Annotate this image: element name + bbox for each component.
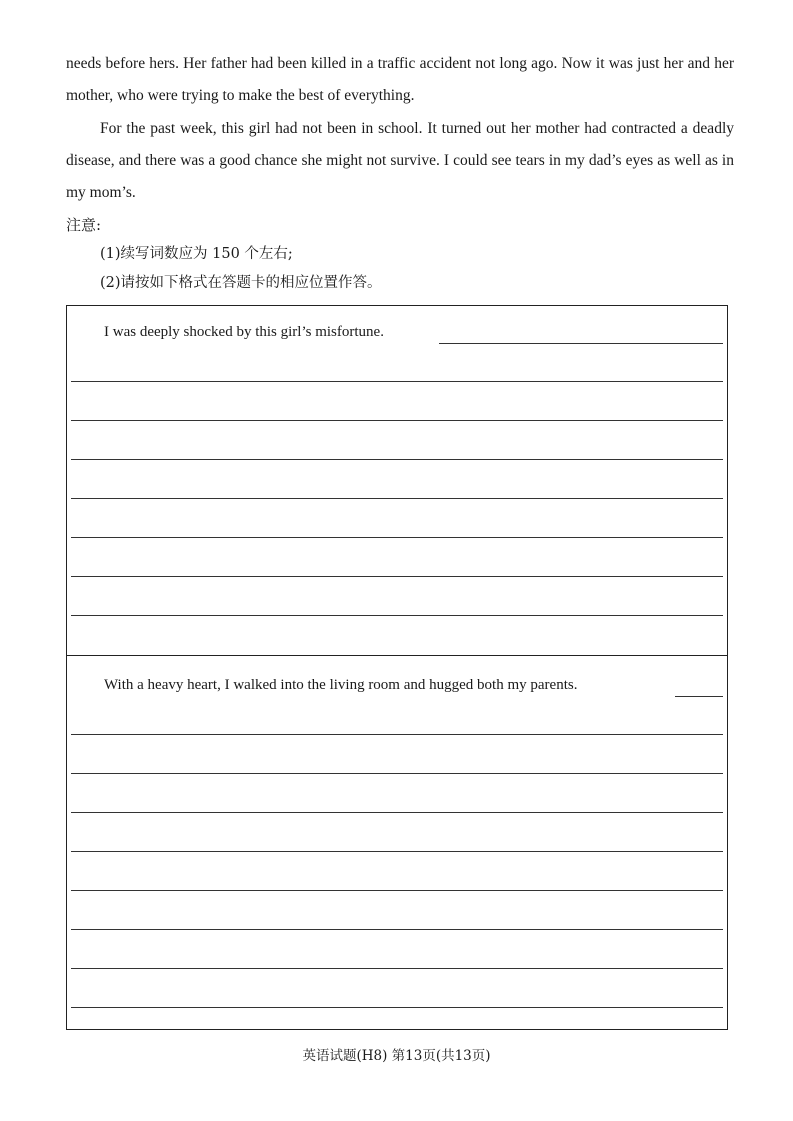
answer-sheet-box bbox=[66, 305, 728, 1030]
notes-item-format: (2)请按如下格式在答题卡的相应位置作答。 bbox=[100, 275, 382, 291]
passage-paragraph-1: needs before hers. Her father had been killed in a traffic accident not long ago. Now it was just her and her mother, who were trying to make the best of everything. bbox=[66, 55, 734, 104]
passage-paragraph-2: For the past week, this girl had not been in school. It turned out her mother had contracted a deadly disease, and there was a good chance she might not survive. I could see tears in my dad’s eyes as well as in my mom’s. bbox=[66, 120, 734, 201]
writing-line[interactable] bbox=[439, 343, 723, 344]
writing-line[interactable] bbox=[71, 812, 723, 813]
writing-line[interactable] bbox=[71, 851, 723, 852]
writing-line[interactable] bbox=[71, 929, 723, 930]
page-footer: 英语试题(H8) 第13页(共13页) bbox=[302, 1048, 491, 1064]
writing-line[interactable] bbox=[71, 576, 723, 577]
writing-line[interactable] bbox=[71, 968, 723, 969]
section-divider bbox=[67, 655, 727, 656]
writing-line[interactable] bbox=[675, 696, 723, 697]
continuation-prompt-2: With a heavy heart, I walked into the living room and hugged both my parents. bbox=[104, 677, 578, 693]
writing-line[interactable] bbox=[71, 498, 723, 499]
continuation-prompt-1: I was deeply shocked by this girl’s misfortune. bbox=[104, 324, 384, 340]
writing-line[interactable] bbox=[71, 537, 723, 538]
writing-line[interactable] bbox=[71, 773, 723, 774]
notes-heading: 注意: bbox=[66, 216, 102, 234]
writing-line[interactable] bbox=[71, 459, 723, 460]
writing-line[interactable] bbox=[71, 615, 723, 616]
writing-line[interactable] bbox=[71, 381, 723, 382]
writing-line[interactable] bbox=[71, 734, 723, 735]
writing-line[interactable] bbox=[71, 890, 723, 891]
writing-line[interactable] bbox=[71, 420, 723, 421]
writing-line[interactable] bbox=[71, 1007, 723, 1008]
notes-item-word-count: (1)续写词数应为 150 个左右; bbox=[100, 246, 293, 262]
